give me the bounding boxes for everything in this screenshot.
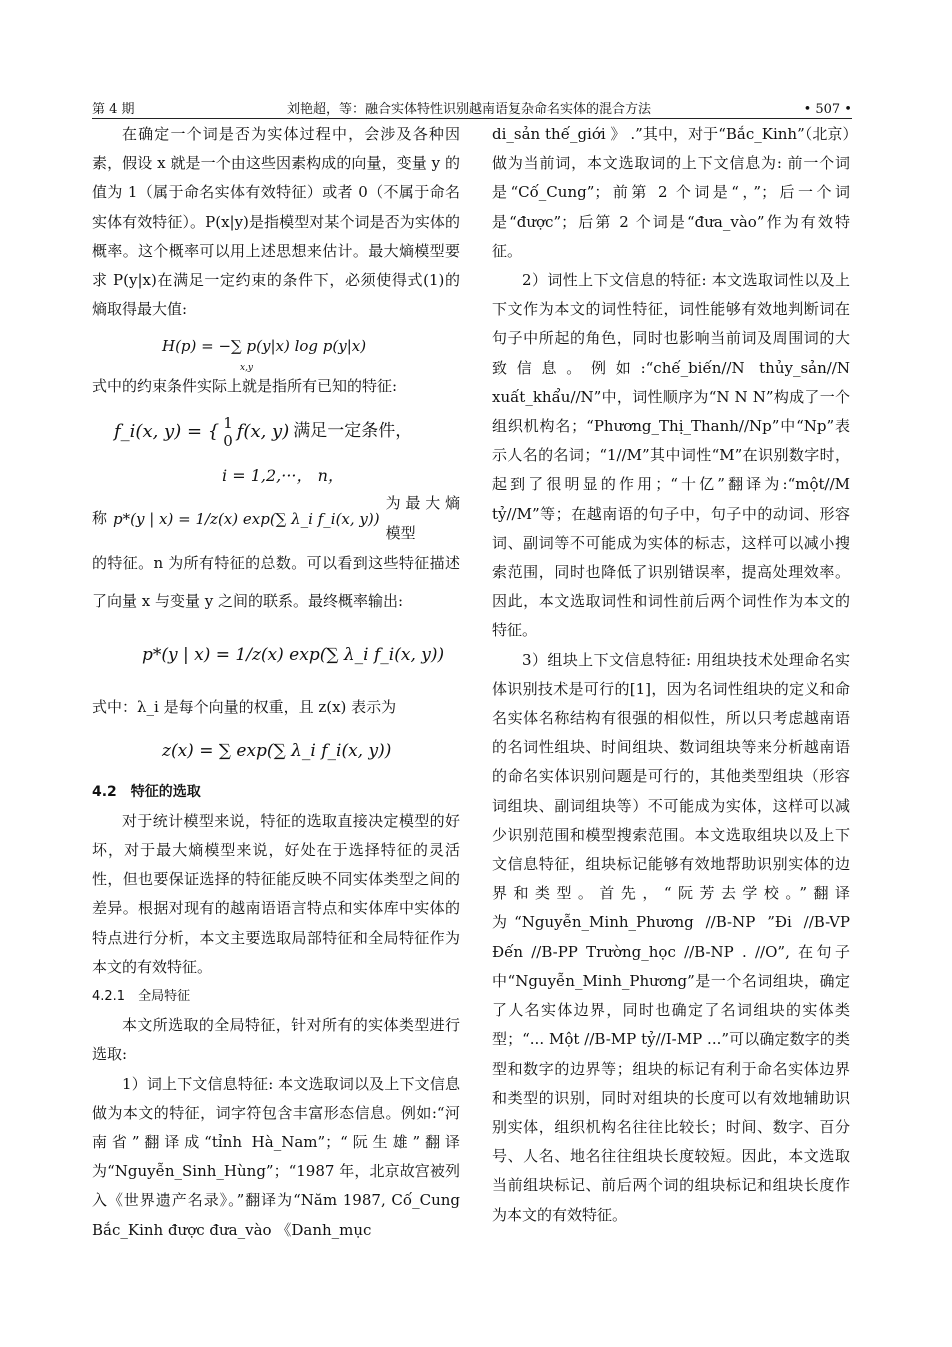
section-heading: 4.2 特征的选取 [92,783,201,800]
paragraph: 式中的约束条件实际上就是指所有已知的特征: [92,377,398,396]
paragraph: 对于统计模型来说，特征的选取直接决定模型的好坏，对于最大熵模型来说，好处在于选择特征的灵活性，但也要保证选择的特征能反映不同实体类型之间的差异。根据对现有的越南语语言特点和实体库中实体的特点进行分析，本文主要选取局部特征和全局特征作为本文的有效特征。 [92,811,460,976]
model-definition-line [92,494,460,544]
text-prefix: 称 [92,509,108,528]
index-range: i = 1,2,···， n， [222,465,344,485]
issue-number: 第 4 期 [92,102,135,117]
subsection-heading: 4.2.1 全局特征 [92,989,191,1005]
paragraph: 的特征。n 为所有特征的总数。可以看到这些特征描述了向量 x 与变量 y 之间的联系。最终概率输出: [92,553,460,610]
page-number: • 507 • [803,102,852,117]
formula-text: p*(y | x) = 1/z(x) exp(∑ λ_i f_i(x, y)) [113,509,380,528]
right-column [492,120,850,1230]
running-title: 刘艳超，等：融合实体特性识别越南语复杂命名实体的混合方法 [287,102,652,117]
feature-formula [92,406,460,458]
header-rule [92,118,852,119]
left-column [92,120,460,1245]
text-suffix: 为最大熵模型 [385,494,460,542]
paragraph: 式中：λ_i 是每个向量的权重，且 z(x) 表示为 [92,697,397,716]
formula-rhs: f(x, y) [236,421,290,443]
running-header [92,95,852,117]
formula-cases [223,414,233,450]
formula-condition: 满足一定条件， [293,421,413,442]
normalizer-formula: z(x) = ∑ exp(∑ λ_i f_i(x, y)) [162,740,392,761]
probability-formula: p*(y | x) = 1/z(x) exp(∑ λ_i f_i(x, y)) [142,644,445,665]
case-one: 1 [223,413,233,432]
paragraph: 在确定一个词是否为实体过程中，会涉及各种因素，假设 x 就是一个由这些因素构成的向量，变量 y 的值为 1（属于命名实体有效特征）或者 0（不属于命名实体有效特征）。P(x|y)是指模型对某个词是否为实体的概率。这个概率可以用上述思想来估计。最大熵模型要求 P(y|x)在满足一定约束的条件下，必须使得式(1)的熵取得最大值: [92,125,460,319]
case-zero: 0 [223,431,233,450]
formula-subscript: x,y [240,363,254,374]
paragraph: di_sản thế_giới 》 .”其中，对于“Bắc_Kinh”（北京）做为当前词，本文选取词的上下文信息为: 前一个词是“Cố_Cung”；前第 2 个词是“，”；后一个词是“được”；后第 2 个词是“đưa_vào”作为有效特征。 [492,125,850,260]
formula-text: H(p) = −∑ p(y|x) log p(y|x) [162,337,367,356]
formula-lhs: f_i(x, y) = { [114,421,220,443]
entropy-formula [92,324,460,372]
paragraph: 2）词性上下文信息的特征: 本文选取词性以及上下文作为本文的词性特征，词性能够有效地判断词在句子中所起的角色，同时也影响当前词及周围词的大致信息。例如:“chế_biến//N thủy_sản//N xuất_khẩu//N”中，词性顺序为“N N N”构成了一个组织机构名；“Phương_Thị_Thanh//Np”中“Np”表示人名的名词；“1//M”其中词性“M”在识别数字时，起到了很明显的作用；“十亿”翻译为:“một//M tỷ//M”等；在越南语的句子中，句子中的动词、形容词、副词等不可能成为实体的标志，这样可以减小搜索范围，同时也降低了识别错误率，提高处理效率。因此，本文选取词性和词性前后两个词性作为本文的特征。 [492,271,850,640]
paragraph: 1）词上下文信息特征: 本文选取词以及上下文信息做为本文的特征，词字符包含丰富形态信息。例如:“河南省”翻译成“tỉnh Hà_Nam”；“阮生雄”翻译为“Nguyễn_Sinh_Hùng”；“1987 年，北京故宫被列入《世界遗产名录》。”翻译为“Năm 1987, Cố_Cung Bắc_Kinh được đưa_vào 《Danh_mục [92,1074,460,1239]
paragraph: 3）组块上下文信息特征: 用组块技术处理命名实体识别技术是可行的[1]，因为名词性组块的定义和命名实体名称结构有很强的相似性，所以只考虑越南语的名词性组块、时间组块、数词组块等来分析越南语的命名实体识别问题是可行的，其他类型组块（形容词组块、副词组块等）不可能成为实体，这样可以减少识别范围和模型搜索范围。本文选取组块以及上下文信息特征，组块标记能够有效地帮助识别实体的边界和类型。首先，“阮芳去学校。”翻译为“Nguyễn_Minh_Phương //B-NP ”Đi //B-VP Đến //B-PP Trường_học //B-NP . //O”, 在句子中“Nguyễn_Minh_Phương”是一个名词组块，确定了人名实体边界，同时也确定了名词组块的实体类型；“... Một //B-MP tỷ//I-MP ...”可以确定数字的类型和数字的边界等；组块的标记有利于命名实体边界和类型的识别，同时对组块的长度可以有效地辅助识别实体，组织机构名往往比较长；时间、数字、百分号、人名、地名往往组块长度较短。因此，本文选取当前组块标记、前后两个词的组块标记和组块长度作为本文的有效特征。 [492,650,850,1224]
paragraph: 本文所选取的全局特征，针对所有的实体类型进行选取: [92,1016,460,1064]
